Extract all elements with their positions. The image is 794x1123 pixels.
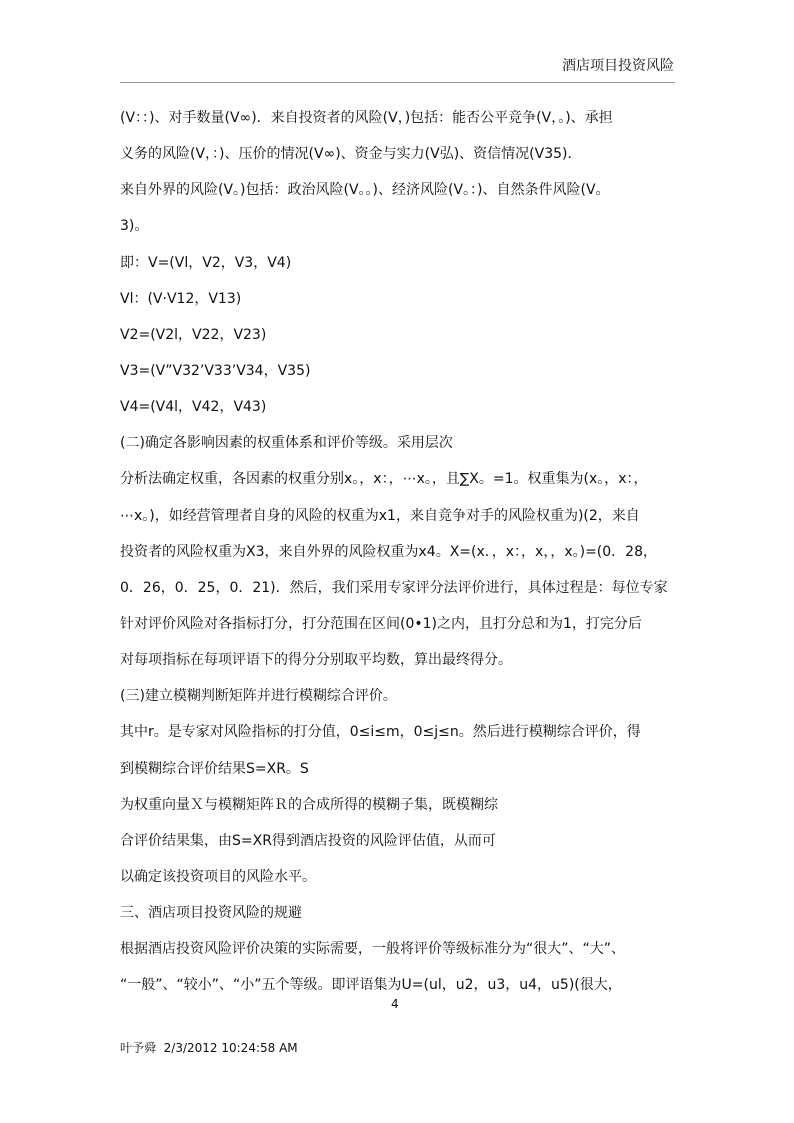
- body-line: 投资者的风险权重为X3，来自外界的风险权重为x4。X=(x．，x：，x，，x。)=(0．28，: [120, 543, 657, 560]
- body-line: 3)。: [120, 218, 149, 235]
- body-line: (V：：)、对手数量(V∞)．来自投资者的风险(V，)包括：能否公平竞争(V，。)、承担: [120, 110, 613, 126]
- page-number: 4: [391, 997, 399, 1011]
- section-heading: 三、酒店项目投资风险的规避: [120, 905, 302, 922]
- body-line: 到模糊综合评价结果S=XR。S: [120, 760, 309, 777]
- body-line: Vl：(V·V12，V13): [120, 290, 242, 307]
- body-line: 以确定该投资项目的风险水平。: [120, 868, 316, 885]
- body-line: 针对评价风险对各指标打分，打分范围在区间(0•1)之内，且打分总和为1，打完分后: [120, 615, 642, 632]
- header-divider: [120, 82, 675, 83]
- footer-timestamp: 2/3/2012 10:24:58 AM: [163, 1041, 298, 1055]
- body-line: V4=(V4l，V42，V43): [120, 399, 267, 416]
- body-line: 即：V=(Vl，V2，V3，V4): [120, 254, 292, 271]
- body-line: V2=(V2l，V22，V23): [120, 326, 267, 343]
- page-header-title: 酒店项目投资风险: [562, 58, 674, 74]
- page-footer: [120, 1040, 298, 1056]
- body-line: 分析法确定权重，各因素的权重分别x。，x：，⋯x。，且∑X。=1。权重集为(x。，x：，: [120, 471, 648, 488]
- body-line: 合评价结果集，由S=XR得到酒店投资的风险评估值，从而可: [120, 832, 496, 849]
- document-body: [120, 100, 680, 1004]
- body-line: “一般”、“较小”、“小”五个等级。即评语集为U=(ul，u2，u3，u4，u5)(很大，: [120, 977, 622, 994]
- body-line: 根据酒店投资风险评价决策的实际需要，一般将评价等级标准分为“很大”、“大”、: [120, 941, 626, 958]
- body-line: 对每项指标在每项评语下的得分分别取平均数，算出最终得分。: [120, 652, 512, 669]
- body-line: 为权重向量Ｘ与模糊矩阵Ｒ的合成所得的模糊子集，既模糊综: [120, 796, 498, 813]
- body-line: V3=(V”V32’V33’V34，V35): [120, 362, 311, 379]
- body-line: 义务的风险(V，：)、压价的情况(V∞)、资金与实力(V弘)、资信情况(V35)．: [120, 146, 582, 163]
- footer-author: 叶予舜: [120, 1041, 157, 1055]
- body-line: ⋯x。)，如经营管理者自身的风险的权重为x1，来自竞争对手的风险权重为)(2，来自: [120, 507, 640, 524]
- body-line: 其中r。是专家对风险指标的打分值，0≤i≤m，0≤j≤n。然后进行模糊综合评价，得: [120, 724, 641, 741]
- body-line: 0．26，0．25，0．21)．然后，我们采用专家评分法评价进行，具体过程是：每位专家: [120, 579, 668, 596]
- section-heading: (二)确定各影响因素的权重体系和评价等级。采用层次: [120, 435, 453, 452]
- body-line: 来自外界的风险(V。)包括：政治风险(V。。)、经济风险(V。：)、自然条件风险(V。: [120, 182, 610, 199]
- section-heading: (三)建立模糊判断矩阵并进行模糊综合评价。: [120, 688, 397, 705]
